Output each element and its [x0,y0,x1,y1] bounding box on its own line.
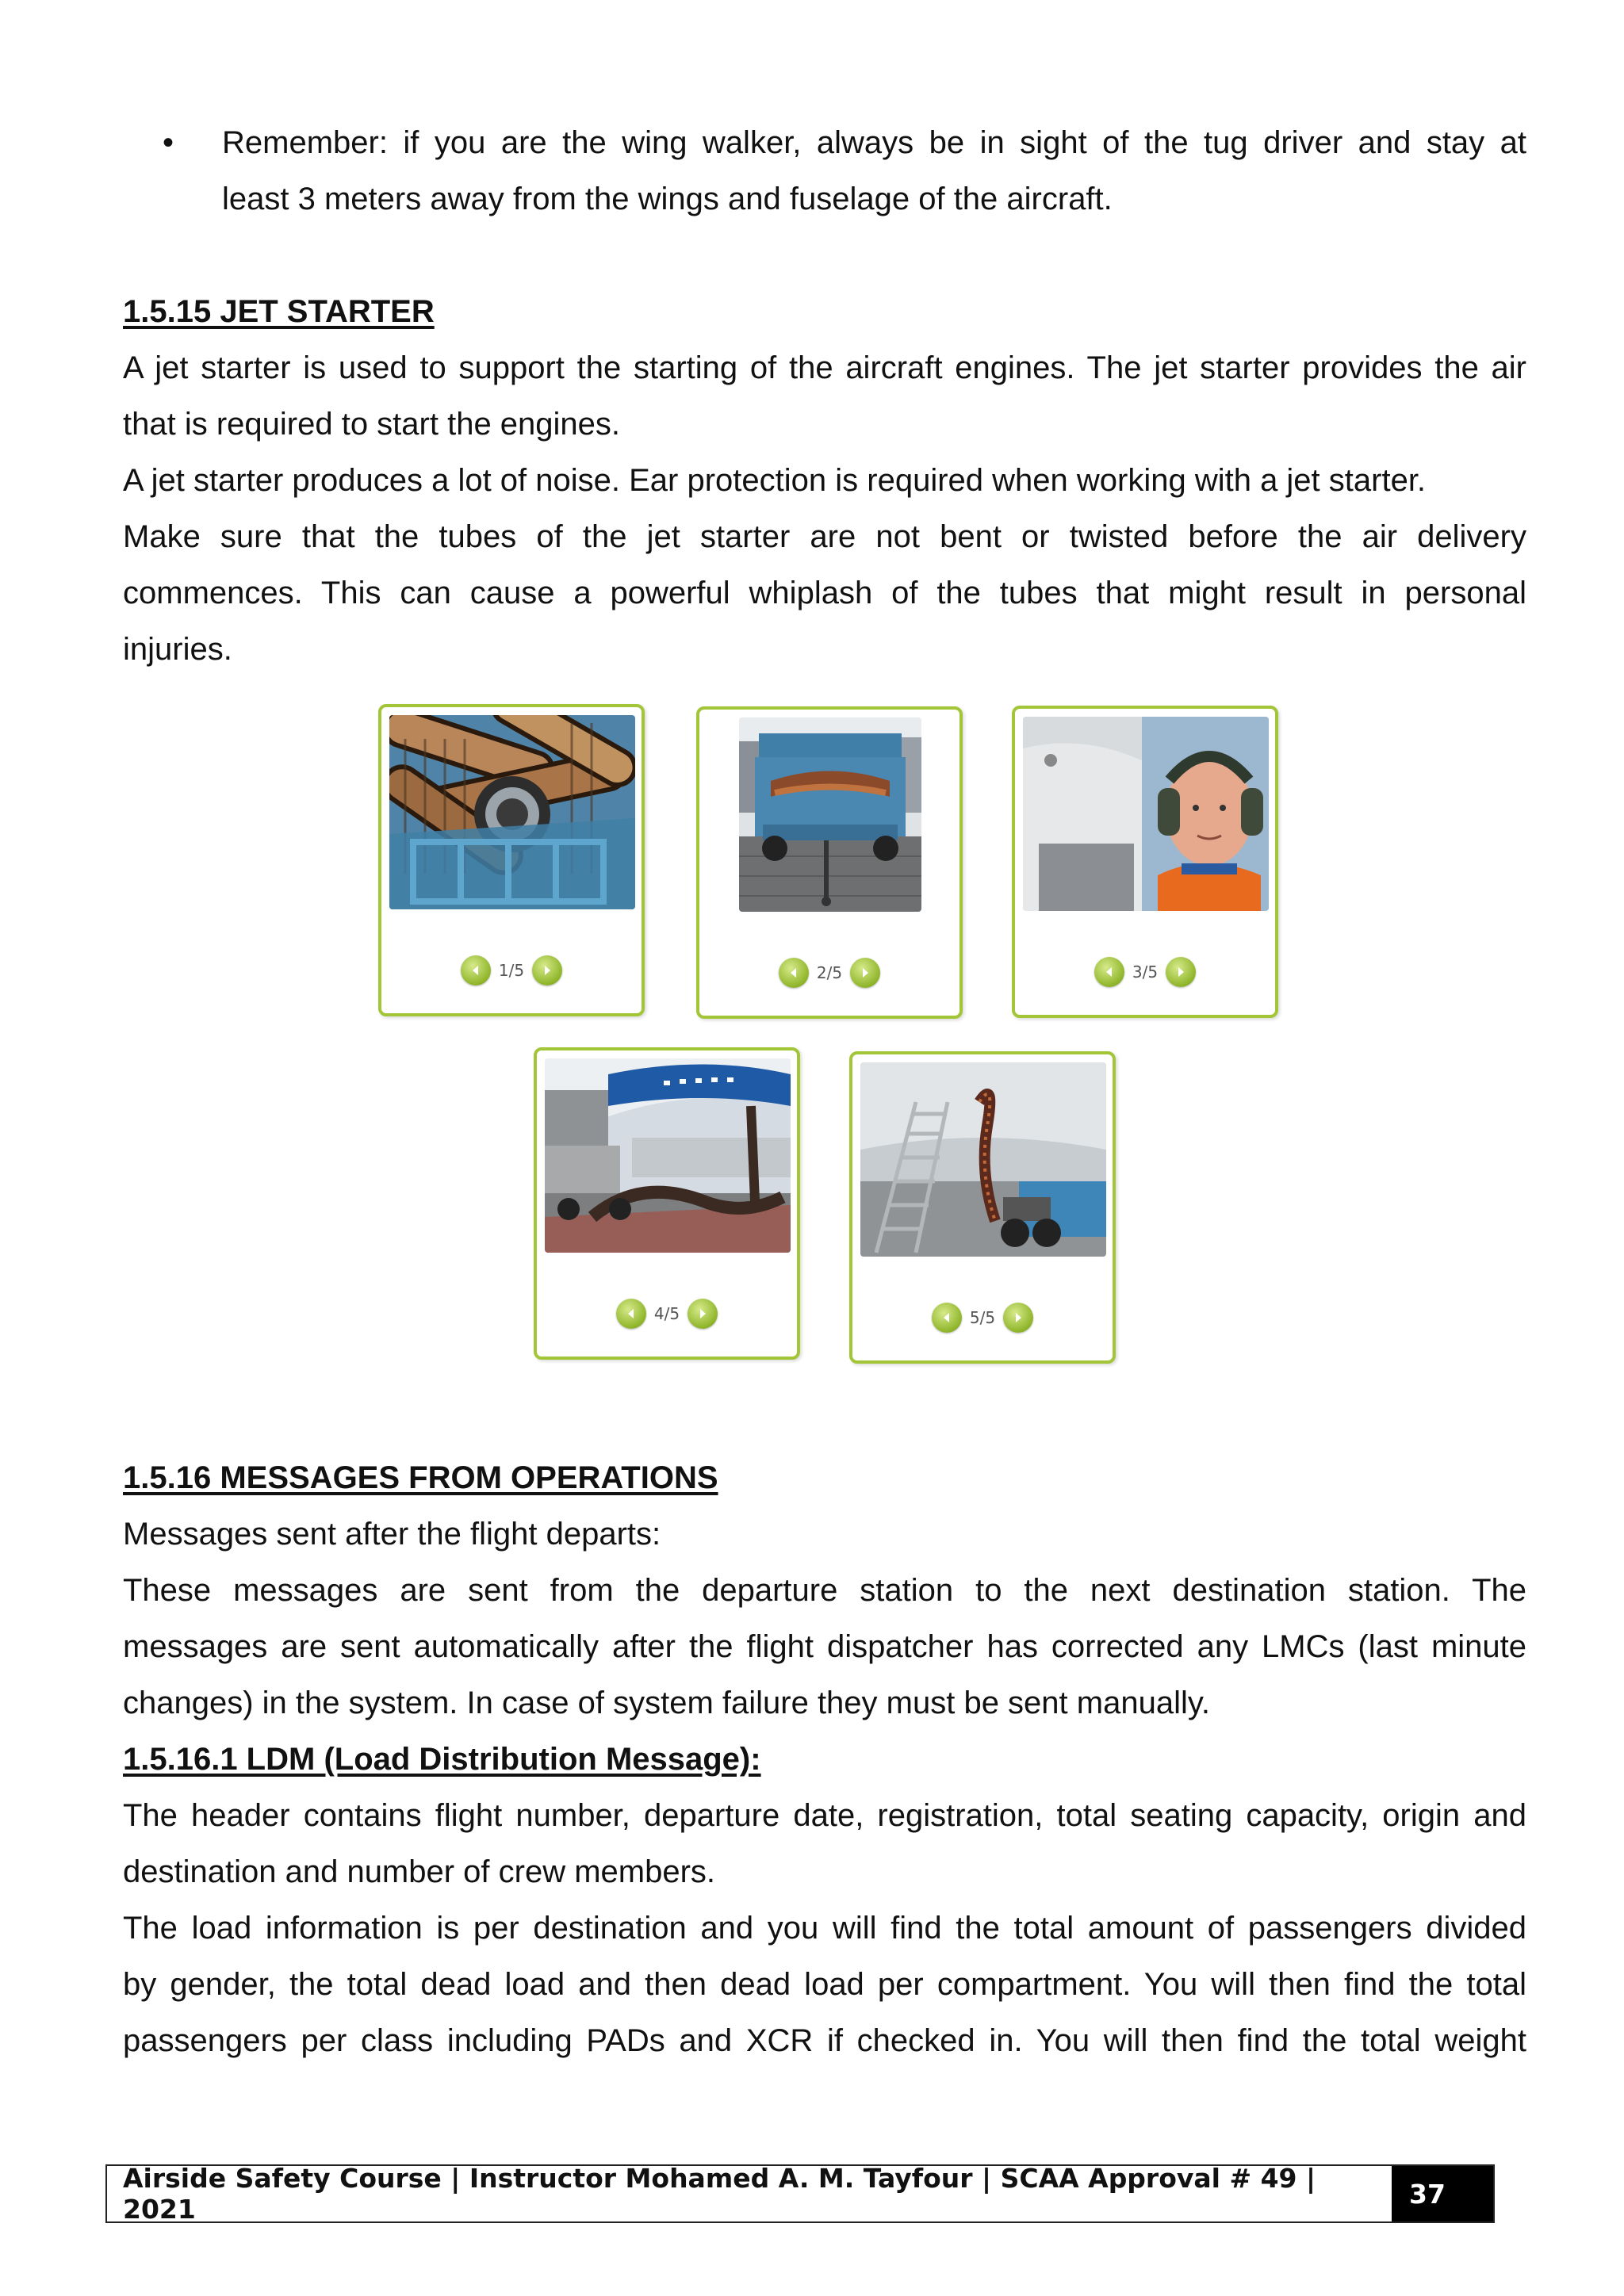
ladder-photo [860,1062,1106,1257]
next-arrow-icon[interactable] [688,1299,718,1329]
jet-p3-line-3: injuries. [123,632,232,667]
prev-arrow-icon[interactable] [461,955,491,985]
gallery-card-1 [378,704,645,1016]
page-number: 37 [1392,2166,1493,2221]
gallery-pager-3 [1015,955,1275,989]
gallery-card-3 [1012,706,1278,1018]
jet-p1-line-2: that is required to start the engines. [123,407,621,442]
gallery-counter-2: 2/5 [816,963,843,982]
msg-p4-line-3: passengers per class including PADs and XCR if checked in. You will then find the total weight [123,2023,1526,2058]
jet-paragraph-3 [123,509,1526,678]
gallery-card-4 [534,1047,800,1360]
jet-p3-line-1: Make sure that the tubes of the jet starter are not bent or twisted before the air delivery [123,519,1526,554]
gallery-counter-3: 3/5 [1132,962,1159,982]
gallery-card-2 [696,706,963,1019]
next-arrow-icon[interactable] [850,958,880,988]
prev-arrow-icon[interactable] [779,958,809,988]
jet-p1-line-1: A jet starter is used to support the starting of the aircraft engines. The jet starter provides the air [123,350,1526,385]
gallery-card-5 [849,1051,1116,1364]
bullet-symbol: • [163,125,174,160]
next-arrow-icon[interactable] [1003,1303,1033,1333]
jet-paragraph-1 [123,340,1526,453]
bullet-item [163,115,1526,228]
aircraft-hose-photo [545,1058,791,1253]
msg-p4-line-2: by gender, the total dead load and then dead load per compartment. You will then find the total [123,1967,1526,2002]
bullet-line-2: least 3 meters away from the wings and fuselage of the aircraft. [222,182,1113,216]
gallery-counter-5: 5/5 [969,1308,996,1327]
gallery-pager-1 [381,953,642,988]
messages-paragraph-1: Messages sent after the flight departs: [123,1517,661,1552]
messages-paragraph-2 [123,1563,1526,1732]
cart-photo [739,718,921,912]
msg-p2-line-3: changes) in the system. In case of system failure they must be sent manually. [123,1686,1210,1720]
messages-paragraph-3 [123,1788,1526,1900]
prev-arrow-icon[interactable] [616,1299,646,1329]
gallery-pager-4 [537,1296,797,1331]
msg-p2-line-2: messages are sent automatically after the flight dispatcher has corrected any LMCs (last minute [123,1629,1526,1664]
msg-p3-line-1: The header contains flight number, departure date, registration, total seating capacity, origin and [123,1798,1526,1833]
hoses-photo [389,715,635,909]
bullet-line-1: Remember: if you are the wing walker, always be in sight of the tug driver and stay at [222,125,1526,160]
gallery-counter-1: 1/5 [498,961,525,980]
msg-p2-line-1: These messages are sent from the departure station to the next destination station. The [123,1573,1526,1608]
next-arrow-icon[interactable] [1166,957,1196,987]
gallery-pager-2 [699,955,959,990]
gallery-counter-4: 4/5 [653,1304,680,1323]
jet-paragraph-2: A jet starter produces a lot of noise. Ear protection is required when working with a jet starter. [123,463,1427,498]
section-heading-messages: 1.5.16 MESSAGES FROM OPERATIONS [123,1460,718,1495]
subsection-heading-ldm: 1.5.16.1 LDM (Load Distribution Message): [123,1742,761,1777]
jet-p3-line-2: commences. This can cause a powerful whiplash of the tubes that might result in personal [123,576,1526,610]
next-arrow-icon[interactable] [532,955,562,985]
msg-p4-line-1: The load information is per destination and you will find the total amount of passengers divided [123,1911,1526,1946]
prev-arrow-icon[interactable] [1094,957,1124,987]
footer-course-info: Airside Safety Course | Instructor Mohamed A. M. Tayfour | SCAA Approval # 49 | 2021 [123,2163,1316,2225]
msg-p3-line-2: destination and number of crew members. [123,1854,716,1889]
gallery-pager-5 [852,1300,1113,1335]
messages-paragraph-4 [123,1900,1526,2069]
prev-arrow-icon[interactable] [932,1303,962,1333]
section-heading-jet-starter: 1.5.15 JET STARTER [123,294,435,329]
page-footer [105,2164,1495,2223]
worker-photo [1023,717,1269,911]
